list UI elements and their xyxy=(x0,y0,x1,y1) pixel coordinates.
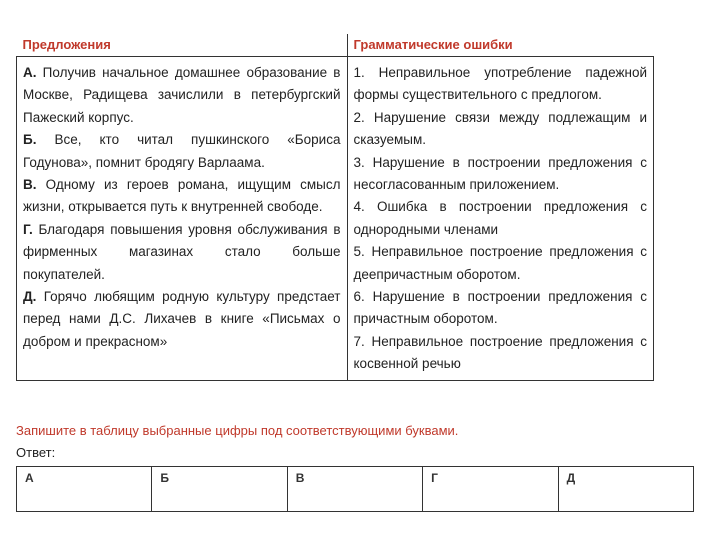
sentence-d xyxy=(23,286,341,353)
answer-cell-v[interactable]: В xyxy=(287,467,422,512)
grammar-table xyxy=(16,34,654,381)
answer-cell-d[interactable]: Д xyxy=(558,467,693,512)
sentence-v xyxy=(23,174,341,219)
sentence-text: Горячо любящим родную культуру предстает перед нами Д.С. Лихачев в книге «Письмах о добром и прекрасном» xyxy=(23,289,341,349)
sentence-text: Получив начальное домашнее образование в Москве, Радищева зачислили в петербургский Пажеский корпус. xyxy=(23,65,341,125)
sentence-letter: В. xyxy=(23,177,37,193)
answer-label: Ответ: xyxy=(16,445,56,460)
answer-table xyxy=(16,466,694,512)
sentence-b xyxy=(23,129,341,174)
sentence-letter: Г. xyxy=(23,221,33,237)
sentence-letter: Д. xyxy=(23,289,37,305)
header-sentences: Предложения xyxy=(17,34,348,57)
error-item: 2. Нарушение связи между подлежащим и сказуемым. xyxy=(353,109,647,148)
sentence-letter: А. xyxy=(23,65,37,80)
error-item: 4. Ошибка в построении предложения с однородными членами xyxy=(353,199,647,237)
sentence-text: Одному из героев романа, ищущим смысл жизни, открывается путь к внутренней свободе. xyxy=(23,177,341,215)
error-item: 1. Неправильное употребление падежной формы существительного с предлогом. xyxy=(353,65,647,103)
error-item: 5. Неправильное построение предложения с деепричастным оборотом. xyxy=(353,244,647,282)
error-item: 6. Нарушение в построении предложения с причастным оборотом. xyxy=(353,289,647,327)
answer-cell-g[interactable]: Г xyxy=(423,467,558,512)
sentence-text: Все, кто читал пушкинского «Бориса Годунова», помнит бродягу Варлаама. xyxy=(23,132,341,170)
answer-cell-a[interactable]: А xyxy=(17,467,152,512)
sentence-text: Благодаря повышения уровня обслуживания в фирменных магазинах стало больше покупателей. xyxy=(23,221,341,282)
error-item: 3. Нарушение в построении предложения с несогласованным приложением. xyxy=(353,154,647,193)
sentence-letter: Б. xyxy=(23,132,37,148)
sentence-a xyxy=(23,62,341,129)
header-errors: Грамматические ошибки xyxy=(347,34,654,57)
answer-cell-b[interactable]: Б xyxy=(152,467,287,512)
errors-cell xyxy=(347,57,654,381)
sentence-g xyxy=(23,219,341,286)
instruction-text: Запишите в таблицу выбранные цифры под соответствующими буквами. xyxy=(16,423,459,438)
error-item: 7. Неправильное построение предложения с косвенной речью xyxy=(353,333,647,372)
sentences-cell xyxy=(17,57,348,381)
